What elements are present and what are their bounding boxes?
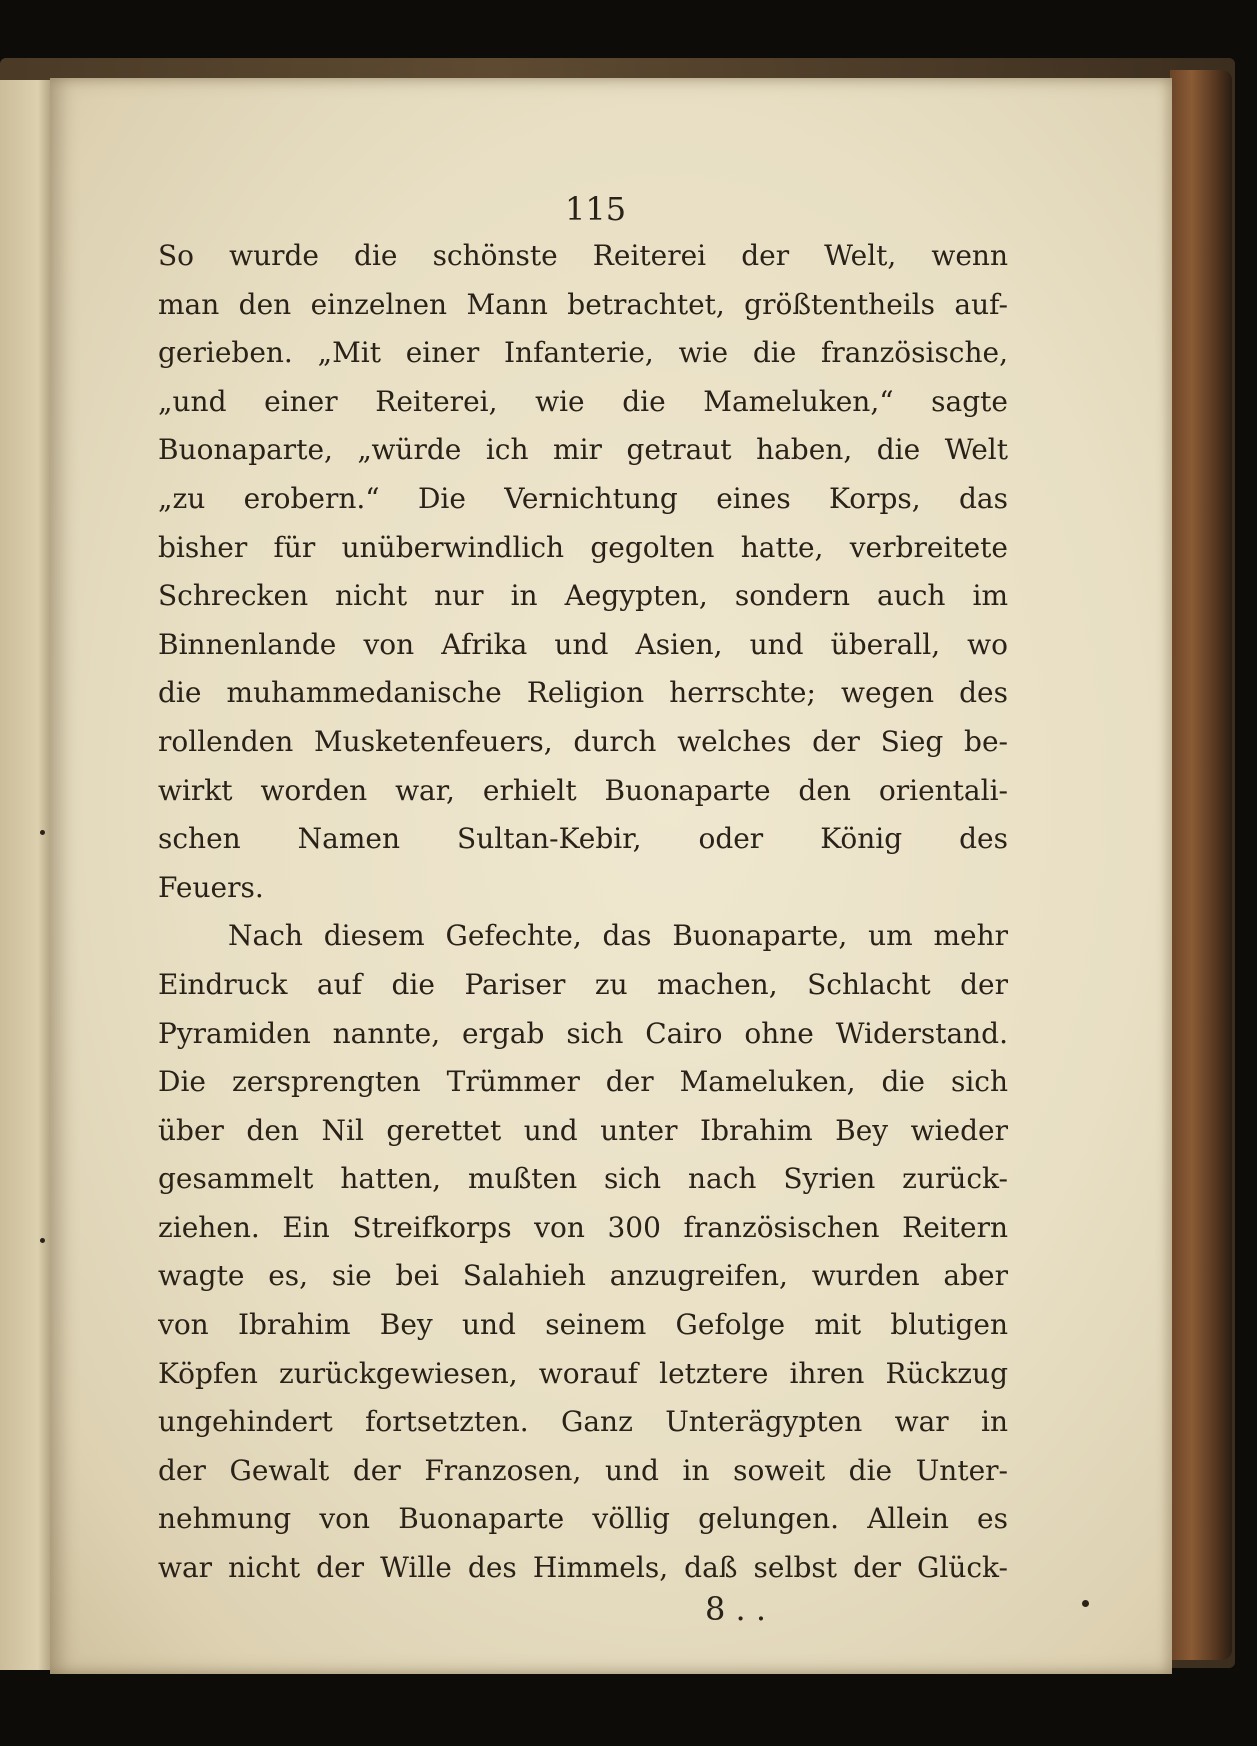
text-line: war nicht der Wille des Himmels, daß selbst der Glück- (158, 1551, 1008, 1585)
text-line: So wurde die schönste Reiterei der Welt, wenn (158, 239, 1008, 272)
text-line: von Ibrahim Bey und seinem Gefolge mit blutigen (158, 1308, 1008, 1342)
text-line: „zu erobern.“ Die Vernichtung eines Korps, das (158, 481, 1008, 515)
text-line: Schrecken nicht nur in Aegypten, sondern auch im (158, 579, 1008, 613)
text-line: Binnenlande von Afrika und Asien, und überall, wo (158, 627, 1008, 661)
text-line: Buonaparte, „würde ich mir getraut haben, die Welt (158, 433, 1008, 467)
text-line: die muhammedanische Religion herrschte; wegen des (158, 676, 1008, 710)
paper-speck (40, 1238, 45, 1243)
facing-page-edge (0, 80, 54, 1670)
text-line: Die zersprengten Trümmer der Mameluken, die sich (158, 1065, 1008, 1099)
paragraph-1 (158, 232, 1008, 912)
page-number: 115 (565, 190, 627, 228)
book-spine-edge (1170, 70, 1232, 1660)
text-line: Pyramiden nannte, ergab sich Cairo ohne Widerstand. (158, 1016, 1008, 1050)
signature-mark: 8 . . (705, 1590, 767, 1628)
text-line: Feuers. (158, 870, 264, 904)
text-line: rollenden Musketenfeuers, durch welches der Sieg be- (158, 724, 1008, 758)
text-line: wirkt worden war, erhielt Buonaparte den orientali- (158, 773, 1008, 807)
text-line: gesammelt hatten, mußten sich nach Syrien zurück- (158, 1162, 1008, 1196)
text-line: man den einzelnen Mann betrachtet, größtentheils auf- (158, 287, 1008, 321)
text-line: Eindruck auf die Pariser zu machen, Schlacht der (158, 967, 1008, 1001)
text-line: Nach diesem Gefechte, das Buonaparte, um mehr (228, 919, 1008, 953)
text-line: über den Nil gerettet und unter Ibrahim Bey wieder (158, 1113, 1008, 1147)
text-line: gerieben. „Mit einer Infanterie, wie die französische, (158, 336, 1008, 370)
paragraph-2 (158, 912, 1008, 1592)
text-line: Köpfen zurückgewiesen, worauf letztere ihren Rückzug (158, 1356, 1008, 1390)
text-line: „und einer Reiterei, wie die Mameluken,“ sagte (158, 384, 1008, 418)
text-line: der Gewalt der Franzosen, und in soweit die Unter- (158, 1453, 1008, 1487)
text-line: wagte es, sie bei Salahieh anzugreifen, wurden aber (158, 1259, 1008, 1293)
text-line: schen Namen Sultan-Kebir, oder König des (158, 822, 1008, 856)
text-line: bisher für unüberwindlich gegolten hatte, verbreitete (158, 530, 1008, 564)
paper-speck (1082, 1600, 1089, 1607)
paper-speck (40, 830, 45, 835)
text-line: nehmung von Buonaparte völlig gelungen. Allein es (158, 1502, 1008, 1536)
text-line: ungehindert fortsetzten. Ganz Unterägypten war in (158, 1405, 1008, 1439)
text-line: ziehen. Ein Streifkorps von 300 französischen Reitern (158, 1210, 1008, 1244)
page-text (158, 232, 1008, 1593)
